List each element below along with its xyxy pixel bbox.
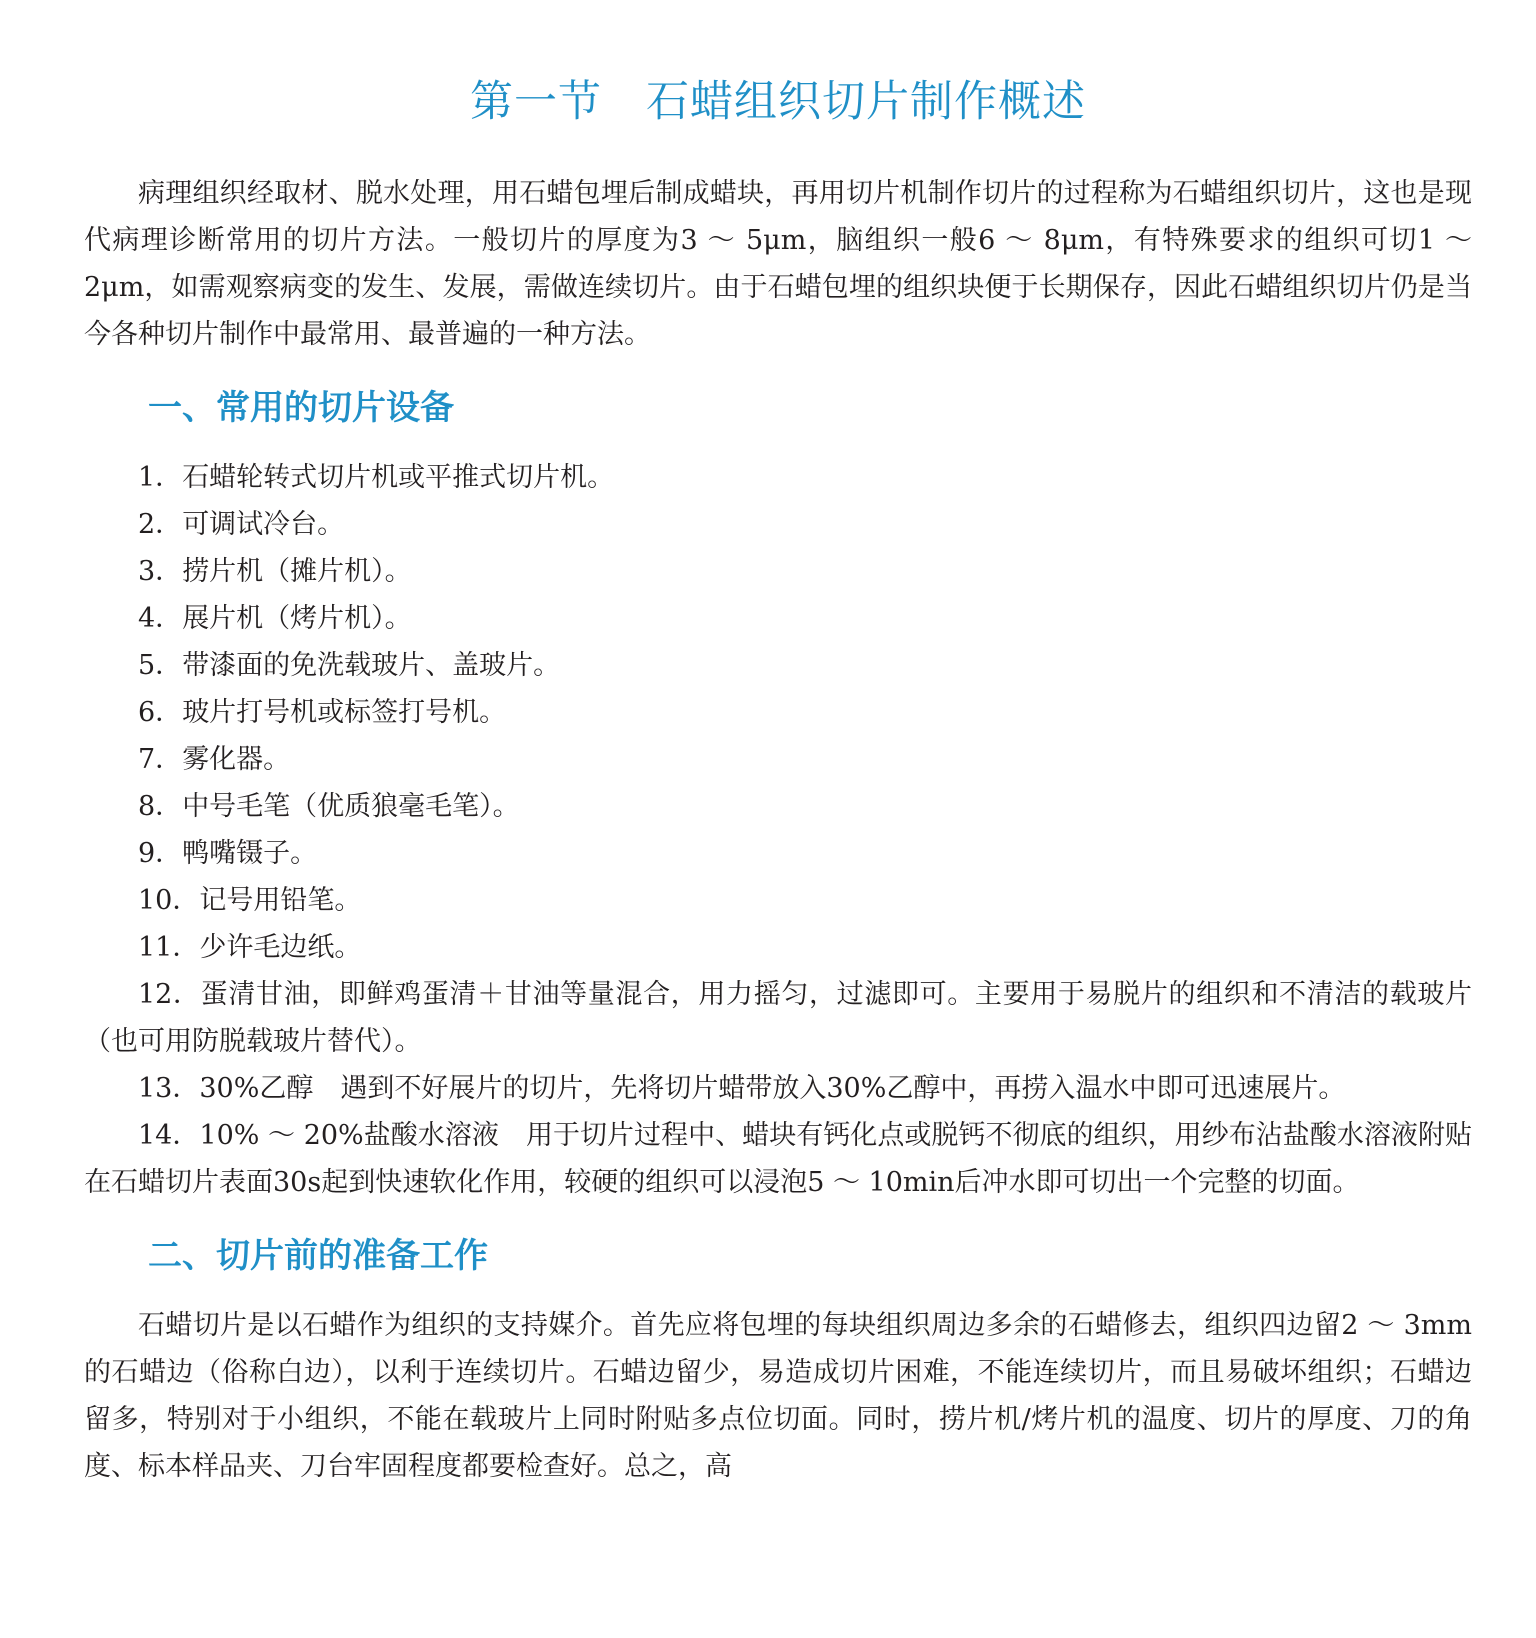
list-item: 11．少许毛边纸。 xyxy=(138,932,362,963)
list-item: 6．玻片打号机或标签打号机。 xyxy=(138,697,507,728)
heading-common-equipment: 一、常用的切片设备 xyxy=(148,388,454,428)
intro-paragraph: 病理组织经取材、脱水处理，用石蜡包埋后制成蜡块，再用切片机制作切片的过程称为石蜡组织切片，这也是现代病理诊断常用的切片方法。一般切片的厚度为3 ～ 5μm，脑组织一般6 ～ 8μm，有特殊要求的组织可切1 ～ 2μm，如需观察病变的发生、发展，需做连续切片。由于石蜡包埋的组织块便于长期保存，因此石蜡组织切片仍是当今各种切片制作中最常用、最普遍的一种方法。 xyxy=(84,178,1472,350)
item-term: 30%乙醇 xyxy=(199,1073,341,1104)
equipment-list xyxy=(84,454,1472,1206)
list-item: 8．中号毛笔（优质狼毫毛笔）。 xyxy=(138,791,520,822)
document-page xyxy=(84,0,1472,1490)
list-item: 12．蛋清甘油，即鲜鸡蛋清＋甘油等量混合，用力摇匀，过滤即可。主要用于易脱片的组织和不清洁的载玻片（也可用防脱载玻片替代）。 xyxy=(84,979,1473,1057)
preparation-paragraph: 石蜡切片是以石蜡作为组织的支持媒介。首先应将包埋的每块组织周边多余的石蜡修去，组织四边留2 ～ 3mm的石蜡边（俗称白边），以利于连续切片。石蜡边留少，易造成切片困难，不能连续切片，而且易破坏组织；石蜡边留多，特别对于小组织，不能在载玻片上同时附贴多点位切面。同时，捞片机/烤片机的温度、切片的厚度、刀的角度、标本样品夹、刀台牢固程度都要检查好。总之，高 xyxy=(84,1310,1472,1482)
list-item: 1．石蜡轮转式切片机或平推式切片机。 xyxy=(138,462,615,493)
list-item: 14．10% ～ 20%盐酸水溶液 用于切片过程中、蜡块有钙化点或脱钙不彻底的组织，用纱布沾盐酸水溶液附贴在石蜡切片表面30s起到快速软化作用，较硬的组织可以浸泡5 ～ 10min后冲水即可切出一个完整的切面。 xyxy=(84,1120,1472,1198)
section-title: 第一节 石蜡组织切片制作概述 xyxy=(470,77,1086,127)
list-item: 13．30%乙醇 遇到不好展片的切片，先将切片蜡带放入30%乙醇中，再捞入温水中即可迅速展片。 xyxy=(138,1073,1346,1104)
heading-preparation: 二、切片前的准备工作 xyxy=(148,1236,488,1276)
item-term: 10% ～ 20%盐酸水溶液 xyxy=(199,1120,526,1151)
list-item: 2．可调试冷台。 xyxy=(138,509,345,540)
list-item: 4．展片机（烤片机）。 xyxy=(138,603,412,634)
list-item: 10．记号用铅笔。 xyxy=(138,885,362,916)
list-item: 5．带漆面的免洗载玻片、盖玻片。 xyxy=(138,650,561,681)
list-item: 3．捞片机（摊片机）。 xyxy=(138,556,412,587)
list-item: 9．鸭嘴镊子。 xyxy=(138,838,318,869)
list-item: 7．雾化器。 xyxy=(138,744,291,775)
